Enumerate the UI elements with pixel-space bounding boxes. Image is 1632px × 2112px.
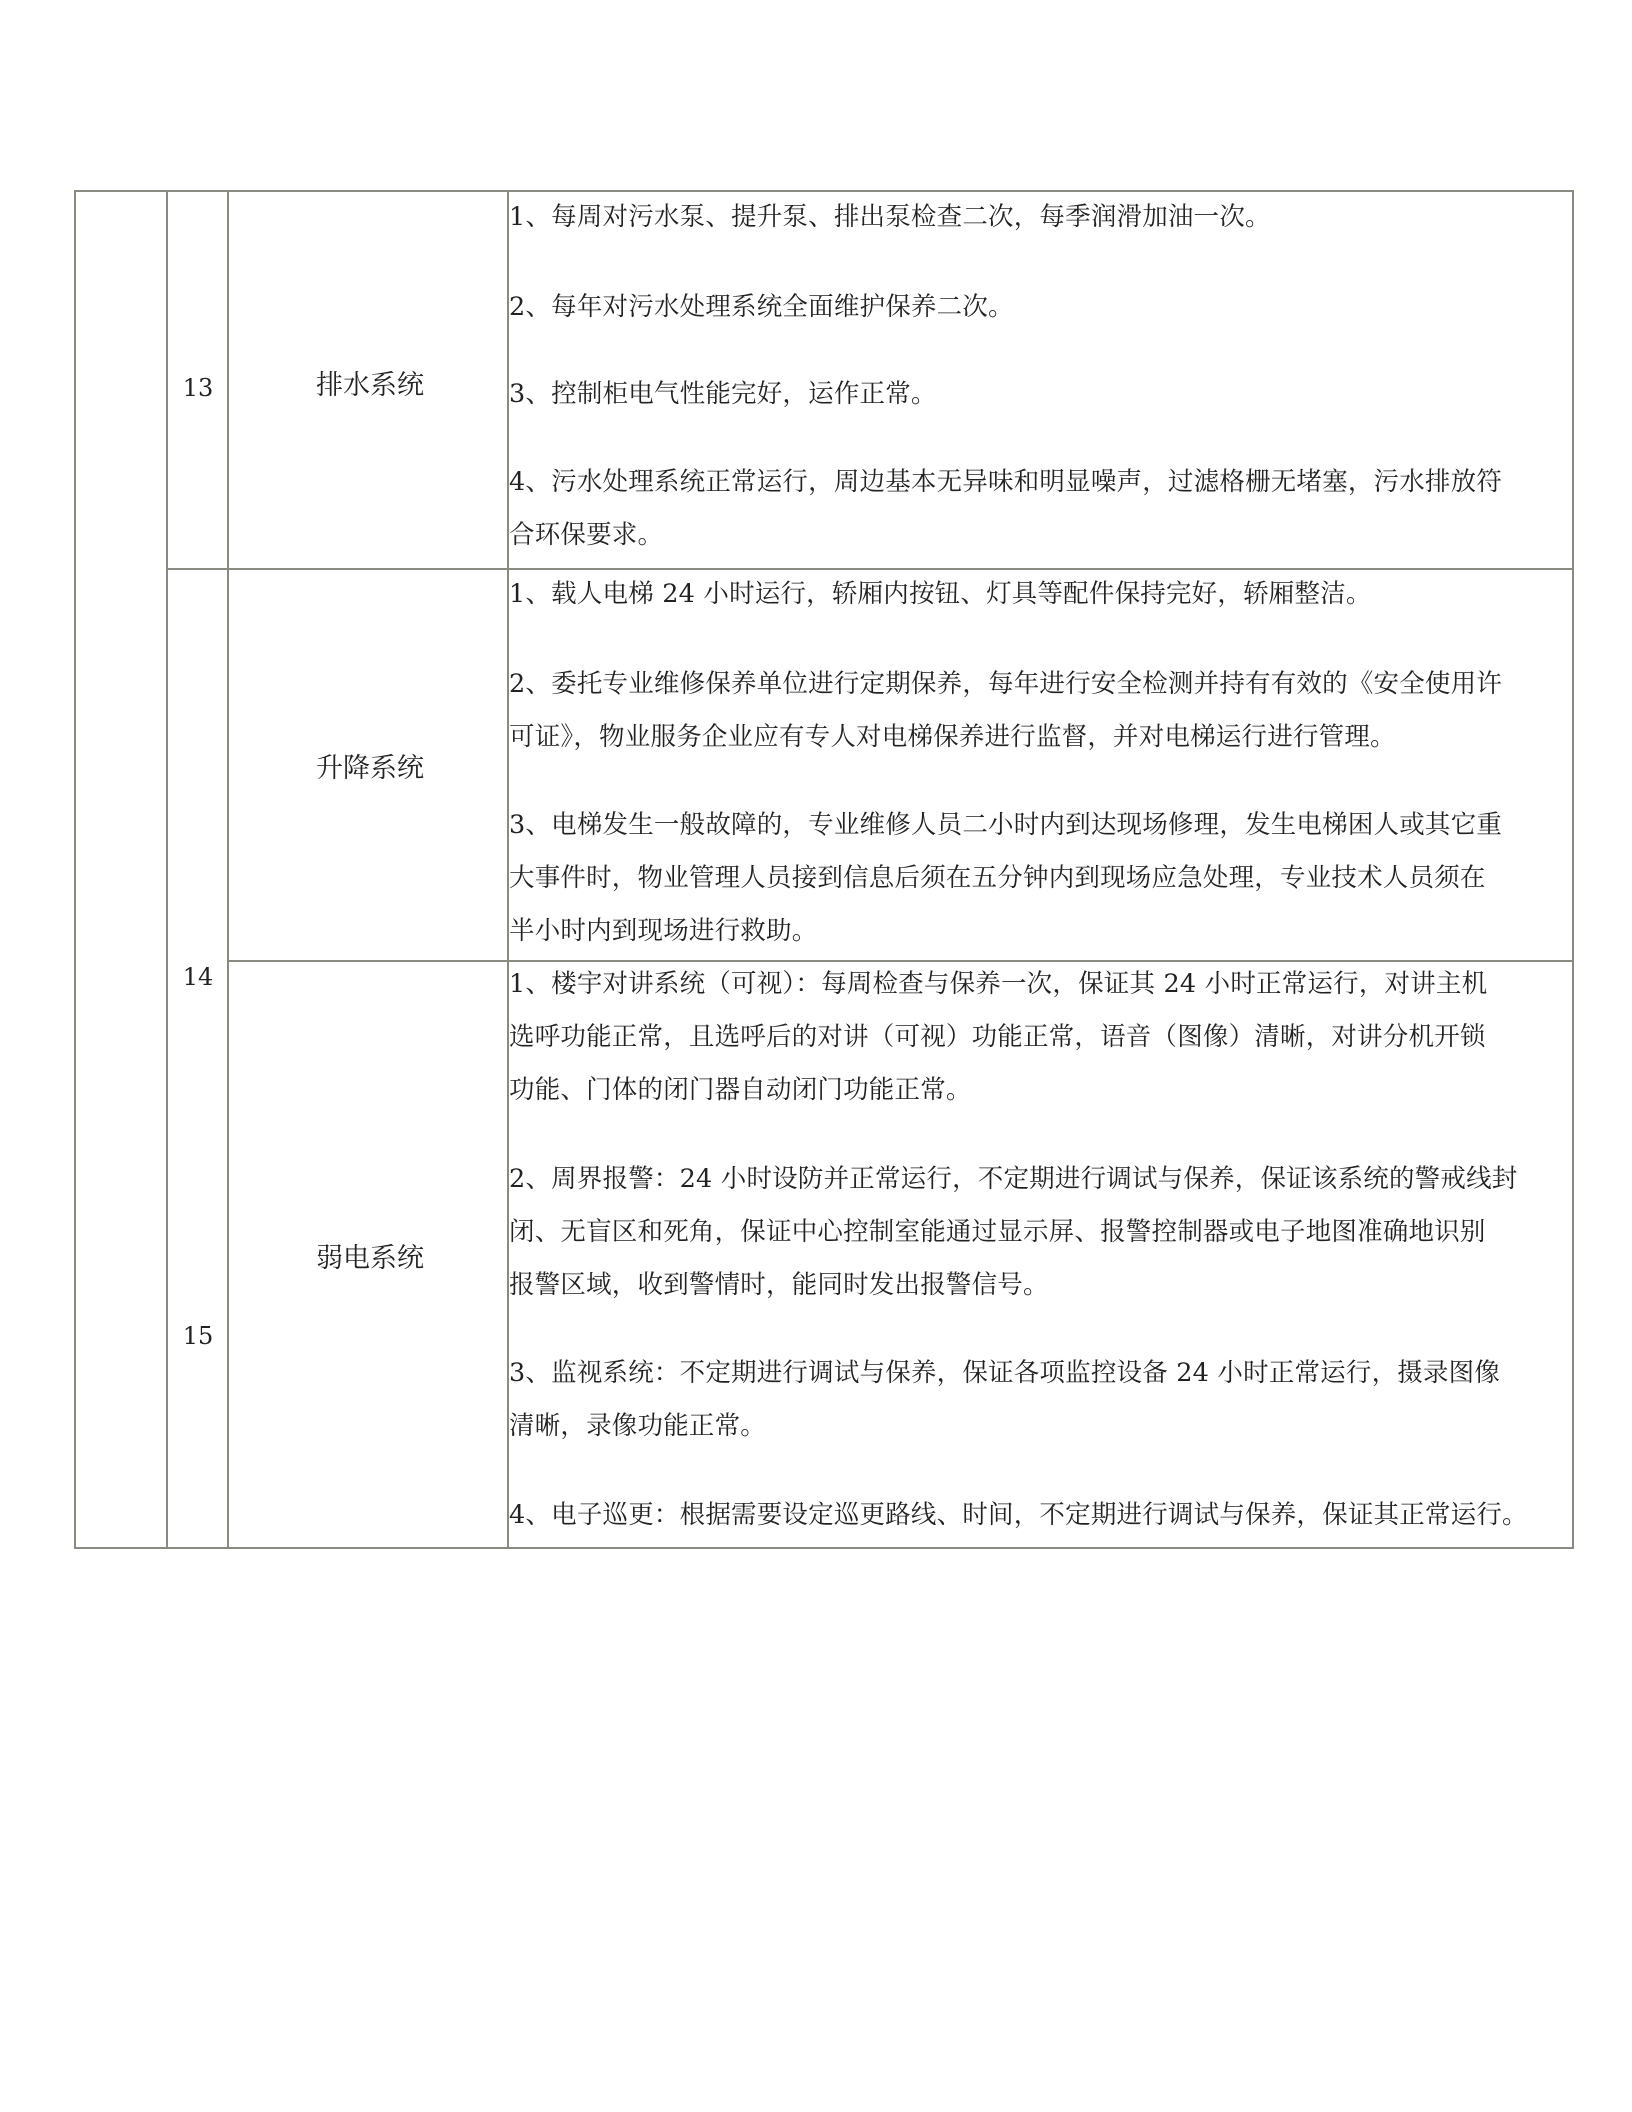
requirement-item: 2、周界报警：24 小时设防并正常运行，不定期进行调试与保养，保证该系统的警戒线封 闭、无盲区和死角，保证中心控制室能通过显示屏、报警控制器或电子地图准确地识别 报警区域，收到警情时，能同时发出报警信号。: [509, 1164, 1518, 1300]
maintenance-standards-table: [74, 190, 1574, 1549]
row-number: 15: [182, 1322, 214, 1350]
requirement-item: 2、委托专业维修保养单位进行定期保养，每年进行安全检测并持有有效的《安全使用许 可证》，物业服务企业应有专人对电梯保养进行监督，并对电梯运行进行管理。: [509, 669, 1503, 752]
system-name: 排水系统: [316, 370, 424, 401]
requirement-item: 2、每年对污水处理系统全面维护保养二次。: [509, 292, 1014, 322]
requirement-item: 1、楼宇对讲系统（可视）：每周检查与保养一次，保证其 24 小时正常运行，对讲主机 选呼功能正常，且选呼后的对讲（可视）功能正常，语音（图像）清晰，对讲分机开锁 功能、门体的闭门器自动闭门功能正常。: [509, 969, 1488, 1105]
requirement-item: 3、电梯发生一般故障的，专业维修人员二小时内到达现场修理，发生电梯困人或其它重 大事件时，物业管理人员接到信息后须在五分钟内到现场应急处理，专业技术人员须在 半小时内到现场进行救助。: [509, 810, 1503, 946]
requirement-item: 4、电子巡更：根据需要设定巡更路线、时间，不定期进行调试与保养，保证其正常运行。: [509, 1500, 1528, 1530]
system-name: 升降系统: [316, 753, 424, 784]
row-number: 13: [182, 374, 214, 402]
system-name: 弱电系统: [316, 1243, 424, 1274]
requirement-item: 3、监视系统：不定期进行调试与保养，保证各项监控设备 24 小时正常运行，摄录图像 清晰，录像功能正常。: [509, 1358, 1501, 1441]
requirement-item: 3、控制柜电气性能完好，运作正常。: [509, 379, 937, 409]
requirement-item: 1、每周对污水泵、提升泵、排出泵检查二次，每季润滑加油一次。: [509, 202, 1271, 232]
requirement-item: 1、载人电梯 24 小时运行，轿厢内按钮、灯具等配件保持完好，轿厢整洁。: [509, 579, 1372, 609]
requirement-item: 4、污水处理系统正常运行，周边基本无异味和明显噪声，过滤格栅无堵塞，污水排放符 合环保要求。: [509, 467, 1503, 550]
row-number: 14: [182, 963, 214, 991]
